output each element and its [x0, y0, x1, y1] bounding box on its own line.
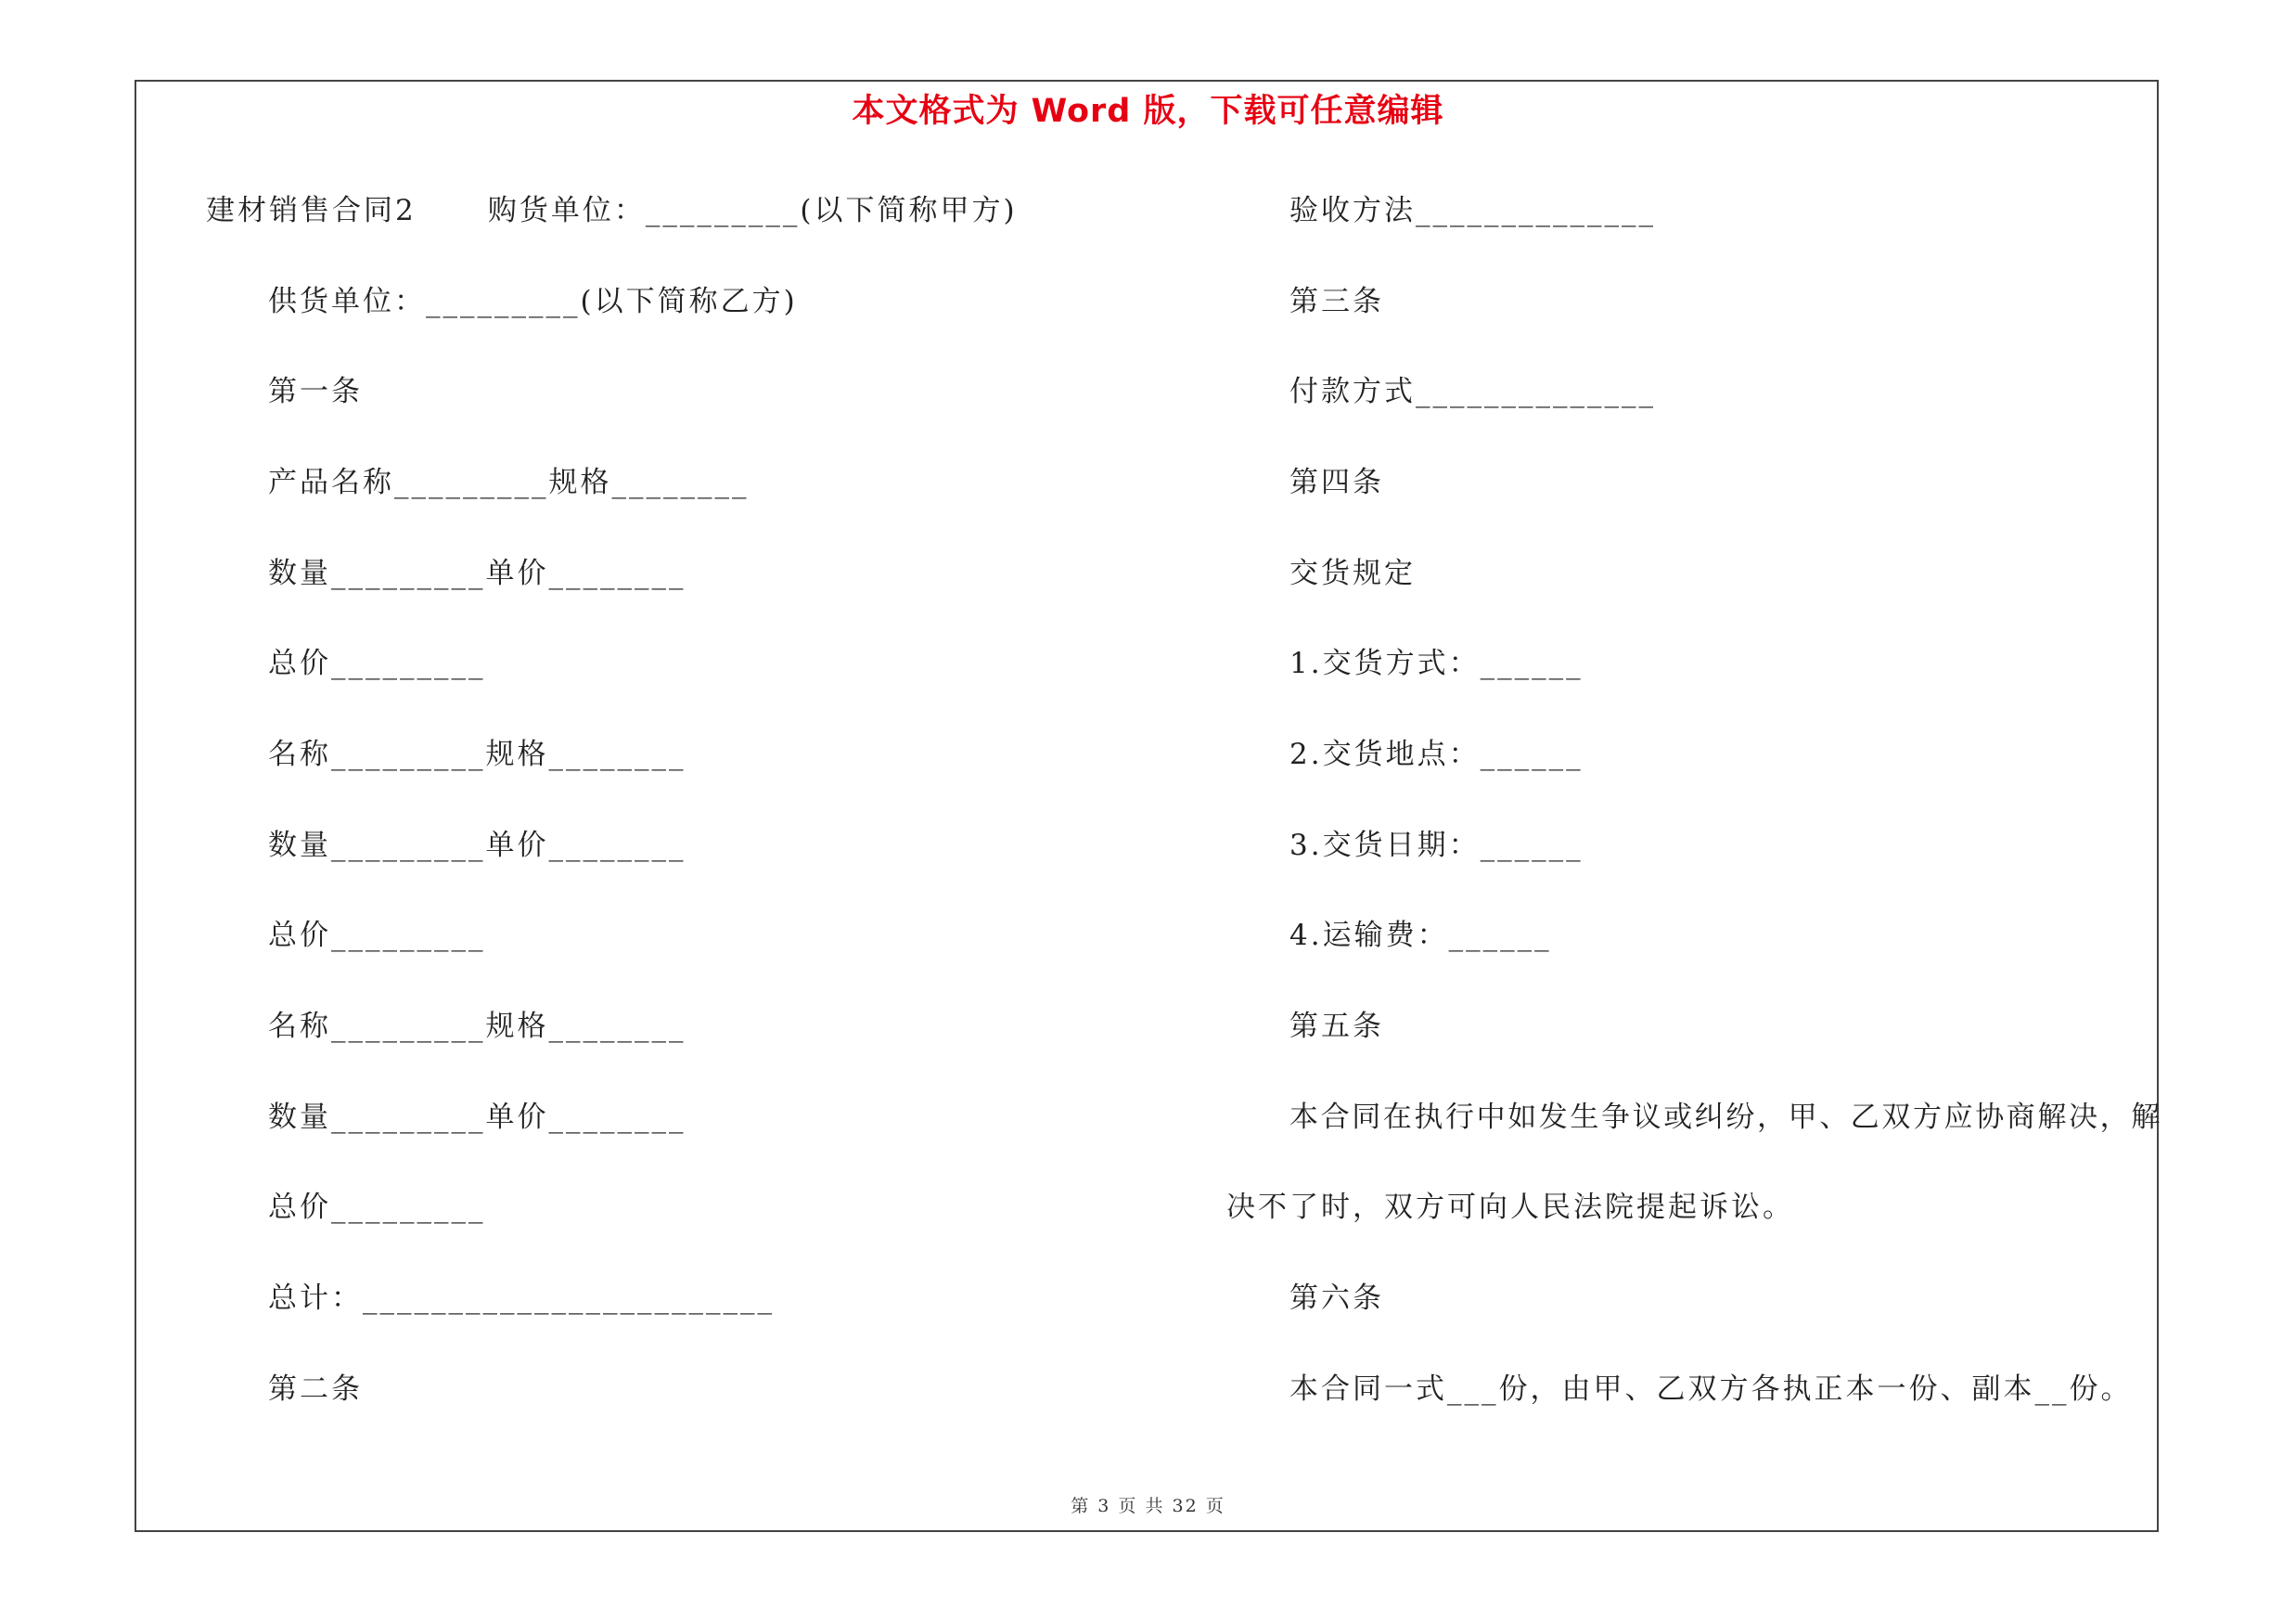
name-spec-line: 名称_________规格________	[268, 1010, 686, 1043]
grand-total-line: 总计：________________________	[268, 1282, 775, 1315]
delivery-place-line: 2.交货地点：______	[1289, 738, 1584, 771]
article-5-heading: 第五条	[1289, 1010, 1384, 1043]
article-2-heading: 第二条	[268, 1372, 363, 1406]
article-1-heading: 第一条	[268, 375, 363, 408]
total-price-line: 总价_________	[268, 647, 486, 680]
contract-title-line: 建材销售合同2 购货单位：_________(以下简称甲方)	[206, 194, 1018, 227]
freight-line: 4.运输费：______	[1289, 919, 1552, 952]
format-banner: 本文格式为 Word 版，下载可任意编辑	[852, 93, 1444, 130]
quantity-price-line: 数量_________单价________	[268, 1101, 686, 1134]
quantity-price-line: 数量_________单价________	[268, 557, 686, 590]
product-name-spec-line: 产品名称_________规格________	[268, 466, 750, 499]
name-spec-line: 名称_________规格________	[268, 738, 686, 771]
dispute-clause-line-2: 决不了时，双方可向人民法院提起诉讼。	[1226, 1191, 1794, 1224]
payment-method-line: 付款方式______________	[1289, 375, 1656, 408]
article-4-heading: 第四条	[1289, 466, 1384, 499]
total-price-line: 总价_________	[268, 919, 486, 952]
total-price-line: 总价_________	[268, 1191, 486, 1224]
copies-clause-line: 本合同一式___份，由甲、乙双方各执正本一份、副本__份。	[1289, 1372, 2133, 1406]
quantity-price-line: 数量_________单价________	[268, 829, 686, 862]
inspection-method-line: 验收方法______________	[1289, 194, 1656, 227]
delivery-rules-heading: 交货规定	[1289, 557, 1416, 590]
delivery-method-line: 1.交货方式：______	[1289, 647, 1584, 680]
article-3-heading: 第三条	[1289, 285, 1384, 318]
delivery-date-line: 3.交货日期：______	[1289, 829, 1584, 862]
supplier-line: 供货单位：_________(以下简称乙方)	[268, 285, 798, 318]
dispute-clause-line-1: 本合同在执行中如发生争议或纠纷，甲、乙双方应协商解决，解	[1289, 1101, 2162, 1134]
page-number-footer: 第 3 页 共 32 页	[1071, 1496, 1225, 1516]
article-6-heading: 第六条	[1289, 1282, 1384, 1315]
